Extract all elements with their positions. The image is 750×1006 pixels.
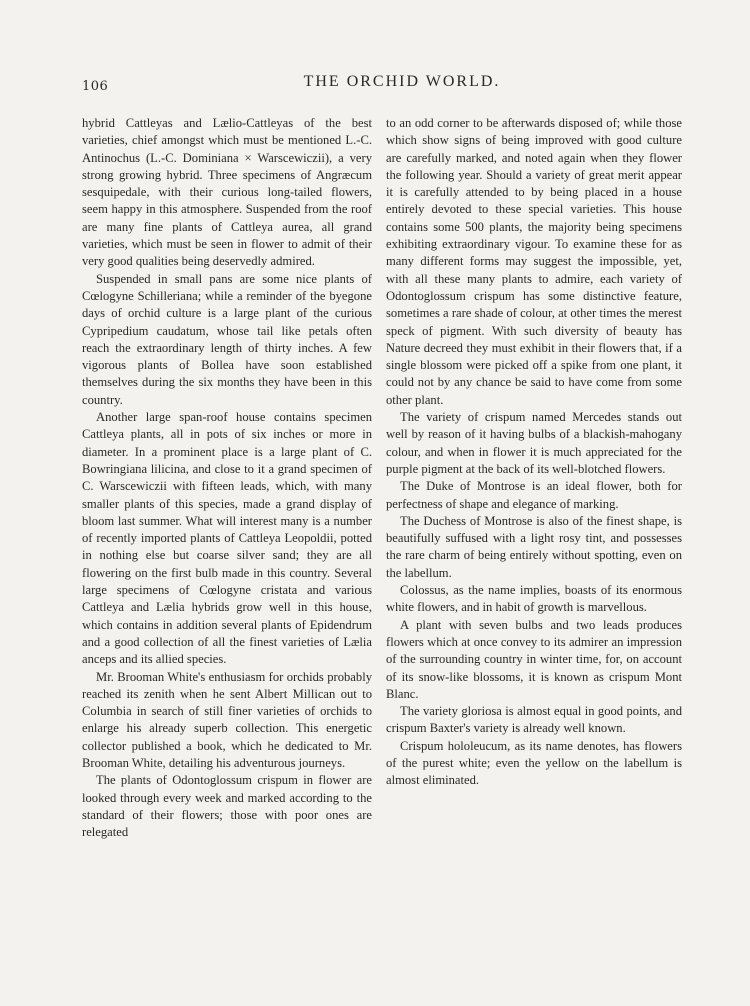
paragraph: to an odd corner to be afterwards disposed of; while those which show signs of being improved with good culture are carefully marked, and noted again when they flower the following year. Should a variety of great merit appear it is carefully attended to by being placed in a house entirely devoted to these special varieties. This house contains some 500 plants, the majority being specimens exhibiting extraordinary vigour. To examine these for as many different forms may suggest the impossible, yet, with all these many plants to admire, each variety of Odontoglossum crispum has some distinctive feature, sometimes a rare shade of colour, at other times the merest speck of pigment. With such diversity of beauty has Nature decreed they must exhibit in their flowers that, if a single blossom were picked off a spike from one plant, it could not by any chance be said to have come from some other plant.	[386, 116, 682, 407]
paragraph: Suspended in small pans are some nice plants of Cœlogyne Schilleriana; while a reminder of the byegone days of orchid culture is a large plant of the curious Cypripedium caudatum, whose tail like petals often reach the extraordinary length of thirty inches. A few vigorous plants of Bollea have soon established themselves during the six months they have been in this country.	[82, 271, 372, 407]
page-number: 106	[82, 79, 109, 94]
paragraph: The variety gloriosa is almost equal in good points, and crispum Baxter's variety is already well known.	[386, 704, 682, 736]
paragraph: A plant with seven bulbs and two leads produces flowers which at once convey to its admirer an impression of the surrounding country in winter time, for, on account of its snow-like blossoms, it is known as crispum Mont Blanc.	[386, 617, 682, 701]
page-header	[82, 71, 682, 93]
paragraph: Another large span-roof house contains specimen Cattleya plants, all in pots of six inches or more in diameter. In a prominent place is a large plant of C. Bowringiana lilicina, and close to it a grand specimen of C. Warscewiczii with fifteen leads, which, with many smaller plants of this species, made a grand display of bloom last summer. What will interest many is a number of recently imported plants of Cattleya Leopoldii, potted in nothing else but coarse silver sand; they are all flowering on the first bulb made in this country. Several large specimens of Cœlogyne cristata and various Cattleya and Lælia hybrids grow well in this house, which contains in addition several plants of Epidendrum and a good collection of all the finest varieties of Lælia anceps and its allied species.	[82, 410, 372, 667]
left-column	[82, 115, 372, 841]
paragraph: hybrid Cattleyas and Lælio-Cattleyas of the best varieties, chief amongst which must be mentioned L.-C. Antinochus (L.-C. Dominiana × Warscewiczii), a very strong growing hybrid. Three specimens of Angræcum sesquipedale, with their curious long-tailed flowers, seem happy in this atmosphere. Suspended from the roof are many fine plants of Cattleya aurea, all grand varieties, which must be seen in flower to admit of their very good qualities being deservedly admired.	[82, 116, 372, 269]
paragraph: The Duchess of Montrose is also of the finest shape, is beautifully suffused with a light rosy tint, and possesses the rare charm of being entirely without spotting, even on the labellum.	[386, 513, 682, 580]
paragraph: Colossus, as the name implies, boasts of its enormous white flowers, and in habit of growth is marvellous.	[386, 583, 682, 615]
paragraph: The variety of crispum named Mercedes stands out well by reason of it having bulbs of a blackish-mahogany colour, and when in flower it is much appreciated for the purple pigment at the back of its well-blotched flowers.	[386, 410, 682, 476]
paragraph: The plants of Odontoglossum crispum in flower are looked through every week and marked according to the standard of their flowers; those with poor ones are relegated	[82, 773, 372, 840]
paragraph: Crispum hololeucum, as its name denotes, has flowers of the purest white; even the yellow on the labellum is almost eliminated.	[386, 738, 682, 788]
paragraph: Mr. Brooman White's enthusiasm for orchids probably reached its zenith when he sent Albert Millican out to Columbia in search of still finer varieties of orchids to enlarge his already superb collection. This energetic collector published a book, which he dedicated to Mr. Brooman White, detailing his adventurous journeys.	[82, 669, 372, 770]
right-column	[386, 115, 682, 790]
paragraph: The Duke of Montrose is an ideal flower, both for perfectness of shape and elegance of marking.	[386, 479, 682, 511]
running-title: THE ORCHID WORLD.	[303, 73, 501, 90]
